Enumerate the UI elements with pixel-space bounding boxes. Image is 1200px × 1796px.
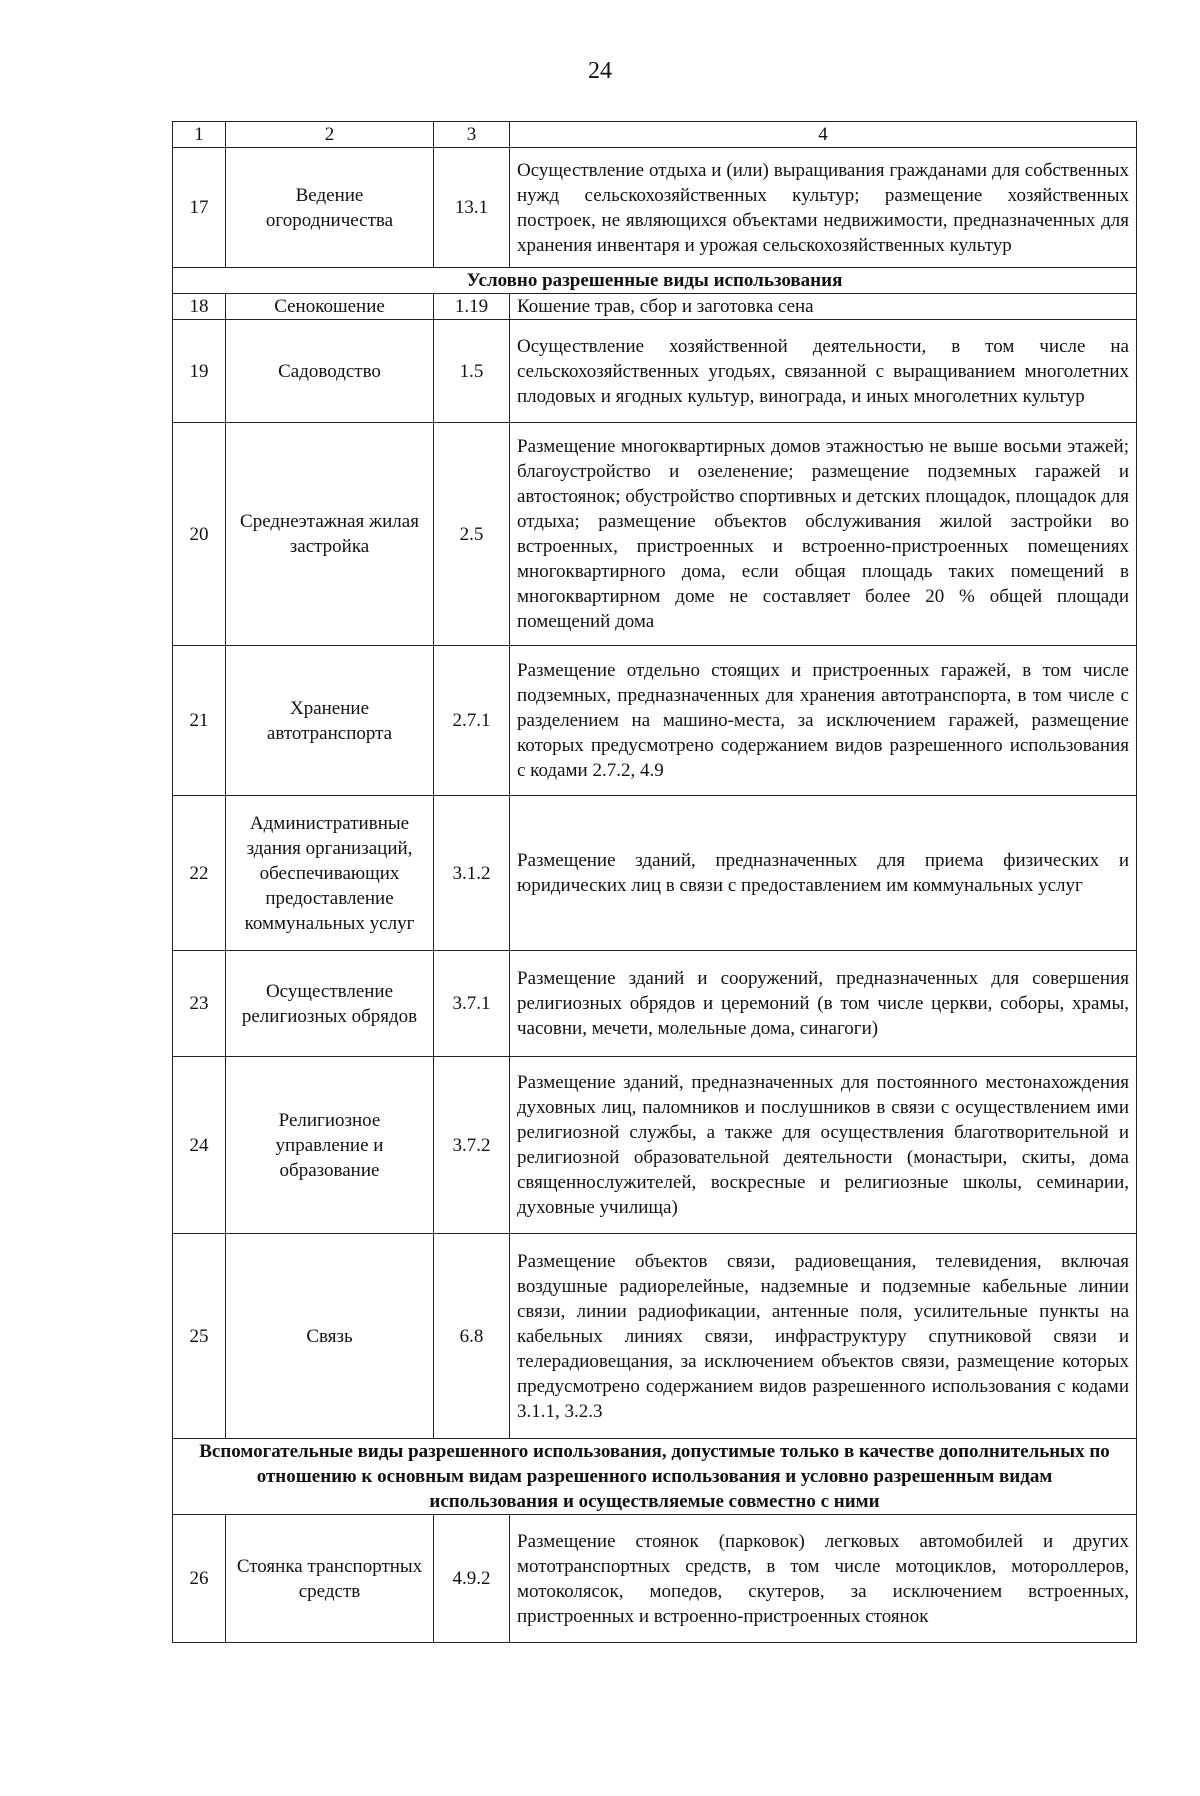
table-row bbox=[173, 320, 1137, 423]
table-row bbox=[173, 294, 1137, 320]
use-description: Размещение стоянок (парковок) легковых автомобилей и других мототранспортных средств, в том числе мотоциклов, мотороллеров, мотоколясок, мопедов, скутеров, за исключением встроенных, пристроенных и встроенно-пристроенных стоянок bbox=[510, 1515, 1137, 1643]
use-name: Среднеэтажная жилая застройка bbox=[226, 423, 434, 646]
use-description: Размещение отдельно стоящих и пристроенных гаражей, в том числе подземных, предназначенных для хранения автотранспорта, в том числе с разделением на машино-места, за исключением гаражей, размещение которых предусмотрено содержанием видов разрешенного использования с кодами 2.7.2, 4.9 bbox=[510, 646, 1137, 796]
page-number: 24 bbox=[588, 58, 612, 84]
land-use-table bbox=[172, 121, 1137, 1643]
use-code: 2.7.1 bbox=[434, 646, 510, 796]
row-number: 25 bbox=[173, 1234, 226, 1439]
section-heading-conditional: Условно разрешенные виды использования bbox=[173, 268, 1137, 294]
row-number: 17 bbox=[173, 148, 226, 268]
row-number: 26 bbox=[173, 1515, 226, 1643]
row-number: 20 bbox=[173, 423, 226, 646]
use-code: 1.19 bbox=[434, 294, 510, 320]
use-name: Ведение огородничества bbox=[226, 148, 434, 268]
use-code: 3.7.2 bbox=[434, 1057, 510, 1234]
use-name: Сенокошение bbox=[226, 294, 434, 320]
section-heading-row bbox=[173, 268, 1137, 294]
row-number: 19 bbox=[173, 320, 226, 423]
use-code: 3.1.2 bbox=[434, 796, 510, 951]
use-code: 1.5 bbox=[434, 320, 510, 423]
header-col-2: 2 bbox=[226, 122, 434, 148]
row-number: 22 bbox=[173, 796, 226, 951]
use-description: Размещение многоквартирных домов этажностью не выше восьми этажей; благоустройство и озеленение; размещение подземных гаражей и автостоянок; обустройство спортивных и детских площадок, площадок для отдыха; размещение объектов обслуживания жилой застройки во встроенных, пристроенных и встроенно-пристроенных помещениях многоквартирного дома, если общая площадь таких помещений в многоквартирном доме не составляет более 20 % общей площади помещений дома bbox=[510, 423, 1137, 646]
table-row bbox=[173, 1515, 1137, 1643]
use-description: Размещение зданий, предназначенных для постоянного местонахождения духовных лиц, паломников и послушников в связи с осуществлением ими религиозной службы, а также для осуществления благотворительной и религиозной образовательной деятельности (монастыри, скиты, дома священнослужителей, воскресные и религиозные школы, семинарии, духовные училища) bbox=[510, 1057, 1137, 1234]
header-col-3: 3 bbox=[434, 122, 510, 148]
use-name: Административные здания организаций, обеспечивающих предоставление коммунальных услуг bbox=[226, 796, 434, 951]
row-number: 21 bbox=[173, 646, 226, 796]
table-header-row bbox=[173, 122, 1137, 148]
section-heading-row bbox=[173, 1439, 1137, 1515]
table-row bbox=[173, 796, 1137, 951]
use-description: Размещение зданий и сооружений, предназначенных для совершения религиозных обрядов и церемоний (в том числе церкви, соборы, храмы, часовни, мечети, молельные дома, синагоги) bbox=[510, 951, 1137, 1057]
use-code: 2.5 bbox=[434, 423, 510, 646]
table-row bbox=[173, 148, 1137, 268]
use-description: Размещение объектов связи, радиовещания, телевидения, включая воздушные радиорелейные, надземные и подземные кабельные линии связи, линии радиофикации, антенные поля, усилительные пункты на кабельных линиях связи, инфраструктуру спутниковой связи и телерадиовещания, за исключением объектов связи, размещение которых предусмотрено содержанием видов разрешенного использования с кодами 3.1.1, 3.2.3 bbox=[510, 1234, 1137, 1439]
row-number: 18 bbox=[173, 294, 226, 320]
header-col-1: 1 bbox=[173, 122, 226, 148]
use-name: Осуществление религиозных обрядов bbox=[226, 951, 434, 1057]
use-description: Осуществление хозяйственной деятельности, в том числе на сельскохозяйственных угодьях, связанной с выращиванием многолетних плодовых и ягодных культур, винограда, и иных многолетних культур bbox=[510, 320, 1137, 423]
table-row bbox=[173, 1234, 1137, 1439]
use-name: Хранение автотранспорта bbox=[226, 646, 434, 796]
use-description: Осуществление отдыха и (или) выращивания гражданами для собственных нужд сельскохозяйственных культур; размещение хозяйственных построек, не являющихся объектами недвижимости, предназначенных для хранения инвентаря и урожая сельскохозяйственных культур bbox=[510, 148, 1137, 268]
use-code: 4.9.2 bbox=[434, 1515, 510, 1643]
use-code: 13.1 bbox=[434, 148, 510, 268]
row-number: 24 bbox=[173, 1057, 226, 1234]
use-name: Связь bbox=[226, 1234, 434, 1439]
use-code: 3.7.1 bbox=[434, 951, 510, 1057]
table-row bbox=[173, 951, 1137, 1057]
use-description: Размещение зданий, предназначенных для приема физических и юридических лиц в связи с предоставлением им коммунальных услуг bbox=[510, 796, 1137, 951]
section-heading-auxiliary: Вспомогательные виды разрешенного использования, допустимые только в качестве дополнительных по отношению к основным видам разрешенного использования и условно разрешенным видам использования и осуществляемые совместно с ними bbox=[173, 1439, 1137, 1515]
use-name: Религиозное управление и образование bbox=[226, 1057, 434, 1234]
use-description: Кошение трав, сбор и заготовка сена bbox=[510, 294, 1137, 320]
header-col-4: 4 bbox=[510, 122, 1137, 148]
table-row bbox=[173, 1057, 1137, 1234]
row-number: 23 bbox=[173, 951, 226, 1057]
use-name: Садоводство bbox=[226, 320, 434, 423]
table-row bbox=[173, 646, 1137, 796]
use-code: 6.8 bbox=[434, 1234, 510, 1439]
use-name: Стоянка транспортных средств bbox=[226, 1515, 434, 1643]
table-row bbox=[173, 423, 1137, 646]
